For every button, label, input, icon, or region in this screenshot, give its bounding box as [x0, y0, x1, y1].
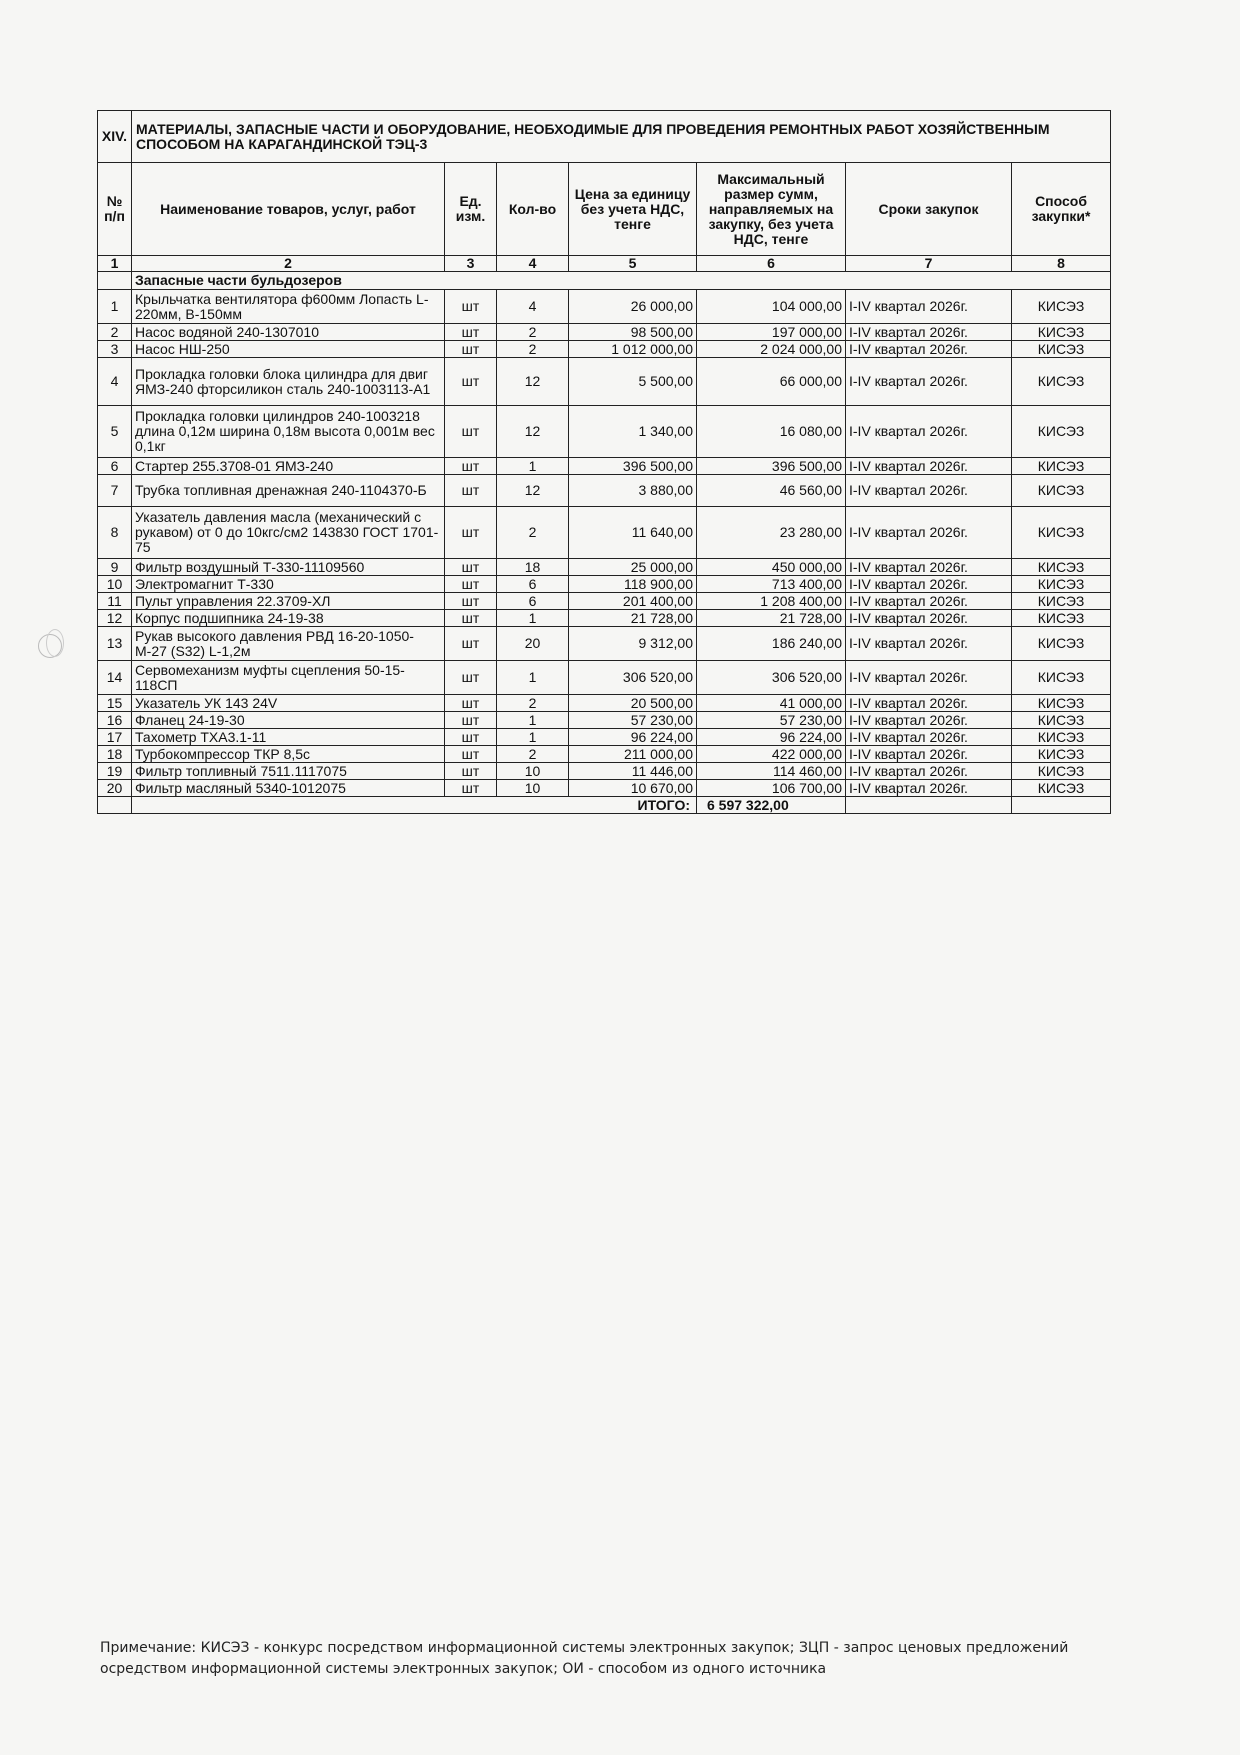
cell-term: I-IV квартал 2026г. [846, 627, 1012, 661]
cell-term: I-IV квартал 2026г. [846, 458, 1012, 475]
cell-term: I-IV квартал 2026г. [846, 358, 1012, 406]
cell-qty: 12 [497, 358, 569, 406]
cell-num: 5 [98, 406, 132, 458]
cell-sum: 96 224,00 [697, 729, 846, 746]
cell-num: 7 [98, 475, 132, 507]
table-row [98, 763, 1111, 780]
cell-method: КИСЭЗ [1012, 729, 1111, 746]
cell-sum: 23 280,00 [697, 507, 846, 559]
total-value: 6 597 322,00 [697, 797, 846, 814]
cell-qty: 1 [497, 610, 569, 627]
cell-sum: 46 560,00 [697, 475, 846, 507]
cell-price: 1 012 000,00 [569, 341, 697, 358]
header-unit: Ед. изм. [445, 163, 497, 256]
header-qty: Кол-во [497, 163, 569, 256]
cell-qty: 12 [497, 475, 569, 507]
cell-term: I-IV квартал 2026г. [846, 729, 1012, 746]
cell-name: Рукав высокого давления РВД 16-20-1050-М-27 (S32) L-1,2м [132, 627, 445, 661]
cell-price: 96 224,00 [569, 729, 697, 746]
cell-sum: 306 520,00 [697, 661, 846, 695]
cell-qty: 2 [497, 507, 569, 559]
cell-sum: 16 080,00 [697, 406, 846, 458]
cell-name: Прокладка головки блока цилиндра для двиг ЯМЗ-240 фторсиликон сталь 240-1003113-А1 [132, 358, 445, 406]
cell-unit: шт [445, 576, 497, 593]
cell-price: 11 446,00 [569, 763, 697, 780]
table-row [98, 729, 1111, 746]
category-spacer [98, 272, 132, 290]
table-row [98, 627, 1111, 661]
column-index: 4 [497, 256, 569, 272]
section-header-row [98, 111, 1111, 163]
cell-sum: 66 000,00 [697, 358, 846, 406]
total-row [98, 797, 1111, 814]
cell-name: Тахометр ТХА3.1-11 [132, 729, 445, 746]
cell-qty: 2 [497, 341, 569, 358]
table-row [98, 475, 1111, 507]
cell-name: Стартер 255.3708-01 ЯМЗ-240 [132, 458, 445, 475]
punch-hole-mark [46, 629, 64, 657]
cell-num: 17 [98, 729, 132, 746]
cell-sum: 114 460,00 [697, 763, 846, 780]
cell-price: 25 000,00 [569, 559, 697, 576]
table-row [98, 406, 1111, 458]
cell-method: КИСЭЗ [1012, 324, 1111, 341]
table-row [98, 458, 1111, 475]
cell-price: 9 312,00 [569, 627, 697, 661]
cell-name: Трубка топливная дренажная 240-1104370-Б [132, 475, 445, 507]
table-row [98, 712, 1111, 729]
cell-unit: шт [445, 712, 497, 729]
cell-qty: 2 [497, 324, 569, 341]
header-num: № п/п [98, 163, 132, 256]
cell-price: 20 500,00 [569, 695, 697, 712]
cell-name: Указатель УК 143 24V [132, 695, 445, 712]
cell-unit: шт [445, 627, 497, 661]
table-row [98, 559, 1111, 576]
cell-unit: шт [445, 358, 497, 406]
cell-method: КИСЭЗ [1012, 290, 1111, 324]
total-spacer [846, 797, 1012, 814]
cell-name: Турбокомпрессор ТКР 8,5с [132, 746, 445, 763]
category-row [98, 272, 1111, 290]
procurement-table [97, 110, 1111, 814]
cell-qty: 1 [497, 458, 569, 475]
cell-term: I-IV квартал 2026г. [846, 559, 1012, 576]
cell-sum: 422 000,00 [697, 746, 846, 763]
cell-sum: 104 000,00 [697, 290, 846, 324]
cell-qty: 12 [497, 406, 569, 458]
cell-name: Насос водяной 240-1307010 [132, 324, 445, 341]
cell-unit: шт [445, 593, 497, 610]
cell-method: КИСЭЗ [1012, 661, 1111, 695]
cell-num: 15 [98, 695, 132, 712]
cell-unit: шт [445, 610, 497, 627]
cell-name: Пульт управления 22.3709-ХЛ [132, 593, 445, 610]
cell-unit: шт [445, 341, 497, 358]
footnote: Примечание: КИСЭЗ - конкурс посредством информационной системы электронных закупок; ЗЦП - запрос ценовых предложений осредством информационной системы электронных закупок; ОИ - способом из одного источника [100, 1640, 1069, 1677]
cell-method: КИСЭЗ [1012, 358, 1111, 406]
cell-qty: 6 [497, 593, 569, 610]
section-number: XIV. [98, 111, 132, 163]
table-row [98, 576, 1111, 593]
cell-qty: 10 [497, 763, 569, 780]
cell-name: Крыльчатка вентилятора ф600мм Лопасть L-220мм, B-150мм [132, 290, 445, 324]
cell-num: 4 [98, 358, 132, 406]
cell-term: I-IV квартал 2026г. [846, 593, 1012, 610]
cell-unit: шт [445, 324, 497, 341]
cell-num: 19 [98, 763, 132, 780]
cell-name: Электромагнит Т-330 [132, 576, 445, 593]
cell-num: 20 [98, 780, 132, 797]
cell-num: 10 [98, 576, 132, 593]
cell-price: 306 520,00 [569, 661, 697, 695]
cell-qty: 10 [497, 780, 569, 797]
cell-method: КИСЭЗ [1012, 610, 1111, 627]
cell-method: КИСЭЗ [1012, 593, 1111, 610]
cell-term: I-IV квартал 2026г. [846, 695, 1012, 712]
header-sum: Максимальный размер сумм, направляемых на закупку, без учета НДС, тенге [697, 163, 846, 256]
cell-method: КИСЭЗ [1012, 406, 1111, 458]
cell-term: I-IV квартал 2026г. [846, 661, 1012, 695]
cell-term: I-IV квартал 2026г. [846, 780, 1012, 797]
cell-num: 9 [98, 559, 132, 576]
cell-unit: шт [445, 661, 497, 695]
table-row [98, 341, 1111, 358]
cell-term: I-IV квартал 2026г. [846, 576, 1012, 593]
table-row [98, 290, 1111, 324]
cell-name: Сервомеханизм муфты сцепления 50-15-118СП [132, 661, 445, 695]
cell-price: 1 340,00 [569, 406, 697, 458]
cell-method: КИСЭЗ [1012, 576, 1111, 593]
cell-sum: 713 400,00 [697, 576, 846, 593]
cell-num: 6 [98, 458, 132, 475]
cell-num: 1 [98, 290, 132, 324]
cell-term: I-IV квартал 2026г. [846, 290, 1012, 324]
cell-unit: шт [445, 507, 497, 559]
table-row [98, 661, 1111, 695]
cell-unit: шт [445, 290, 497, 324]
cell-sum: 396 500,00 [697, 458, 846, 475]
cell-method: КИСЭЗ [1012, 780, 1111, 797]
header-method: Способ закупки* [1012, 163, 1111, 256]
cell-sum: 2 024 000,00 [697, 341, 846, 358]
section-title: МАТЕРИАЛЫ, ЗАПАСНЫЕ ЧАСТИ И ОБОРУДОВАНИЕ, НЕОБХОДИМЫЕ ДЛЯ ПРОВЕДЕНИЯ РЕМОНТНЫХ РАБОТ ХОЗЯЙСТВЕННЫМ СПОСОБОМ НА КАРАГАНДИНСКОЙ ТЭЦ-3 [132, 111, 1111, 163]
cell-method: КИСЭЗ [1012, 458, 1111, 475]
cell-price: 11 640,00 [569, 507, 697, 559]
table-row [98, 780, 1111, 797]
cell-name: Фланец 24-19-30 [132, 712, 445, 729]
cell-sum: 57 230,00 [697, 712, 846, 729]
cell-unit: шт [445, 729, 497, 746]
column-index: 5 [569, 256, 697, 272]
cell-unit: шт [445, 559, 497, 576]
cell-qty: 4 [497, 290, 569, 324]
cell-price: 201 400,00 [569, 593, 697, 610]
cell-method: КИСЭЗ [1012, 507, 1111, 559]
column-header-row [98, 163, 1111, 256]
column-index: 7 [846, 256, 1012, 272]
cell-name: Насос НШ-250 [132, 341, 445, 358]
cell-sum: 186 240,00 [697, 627, 846, 661]
cell-term: I-IV квартал 2026г. [846, 324, 1012, 341]
cell-method: КИСЭЗ [1012, 627, 1111, 661]
cell-price: 5 500,00 [569, 358, 697, 406]
cell-price: 21 728,00 [569, 610, 697, 627]
cell-unit: шт [445, 746, 497, 763]
cell-price: 10 670,00 [569, 780, 697, 797]
total-spacer [1012, 797, 1111, 814]
table-row [98, 507, 1111, 559]
cell-num: 16 [98, 712, 132, 729]
cell-num: 14 [98, 661, 132, 695]
table-row [98, 324, 1111, 341]
cell-term: I-IV квартал 2026г. [846, 341, 1012, 358]
table-row [98, 358, 1111, 406]
cell-price: 57 230,00 [569, 712, 697, 729]
cell-term: I-IV квартал 2026г. [846, 475, 1012, 507]
cell-qty: 20 [497, 627, 569, 661]
cell-price: 211 000,00 [569, 746, 697, 763]
cell-sum: 21 728,00 [697, 610, 846, 627]
cell-name: Прокладка головки цилиндров 240-1003218 длина 0,12м ширина 0,18м высота 0,001м вес 0,1кг [132, 406, 445, 458]
cell-unit: шт [445, 458, 497, 475]
cell-qty: 1 [497, 661, 569, 695]
cell-num: 8 [98, 507, 132, 559]
cell-price: 396 500,00 [569, 458, 697, 475]
cell-term: I-IV квартал 2026г. [846, 712, 1012, 729]
cell-num: 13 [98, 627, 132, 661]
cell-term: I-IV квартал 2026г. [846, 763, 1012, 780]
cell-term: I-IV квартал 2026г. [846, 406, 1012, 458]
total-label: ИТОГО: [132, 797, 697, 814]
cell-num: 2 [98, 324, 132, 341]
header-term: Сроки закупок [846, 163, 1012, 256]
cell-num: 12 [98, 610, 132, 627]
cell-sum: 197 000,00 [697, 324, 846, 341]
cell-qty: 1 [497, 729, 569, 746]
cell-qty: 2 [497, 746, 569, 763]
cell-method: КИСЭЗ [1012, 712, 1111, 729]
header-price: Цена за единицу без учета НДС, тенге [569, 163, 697, 256]
cell-term: I-IV квартал 2026г. [846, 610, 1012, 627]
cell-unit: шт [445, 695, 497, 712]
column-index: 6 [697, 256, 846, 272]
cell-unit: шт [445, 475, 497, 507]
table-row [98, 593, 1111, 610]
column-index: 1 [98, 256, 132, 272]
cell-method: КИСЭЗ [1012, 763, 1111, 780]
table-body [98, 290, 1111, 797]
cell-term: I-IV квартал 2026г. [846, 507, 1012, 559]
cell-method: КИСЭЗ [1012, 746, 1111, 763]
cell-sum: 41 000,00 [697, 695, 846, 712]
header-name: Наименование товаров, услуг, работ [132, 163, 445, 256]
column-index-row [98, 256, 1111, 272]
table-row [98, 610, 1111, 627]
cell-name: Фильтр масляный 5340-1012075 [132, 780, 445, 797]
cell-num: 11 [98, 593, 132, 610]
cell-price: 98 500,00 [569, 324, 697, 341]
cell-unit: шт [445, 763, 497, 780]
cell-name: Фильтр воздушный Т-330-11109560 [132, 559, 445, 576]
cell-term: I-IV квартал 2026г. [846, 746, 1012, 763]
column-index: 2 [132, 256, 445, 272]
cell-name: Указатель давления масла (механический с рукавом) от 0 до 10кгс/см2 143830 ГОСТ 1701-75 [132, 507, 445, 559]
cell-name: Корпус подшипника 24-19-38 [132, 610, 445, 627]
column-index: 8 [1012, 256, 1111, 272]
cell-sum: 450 000,00 [697, 559, 846, 576]
cell-num: 18 [98, 746, 132, 763]
cell-unit: шт [445, 780, 497, 797]
cell-sum: 1 208 400,00 [697, 593, 846, 610]
cell-qty: 1 [497, 712, 569, 729]
cell-qty: 18 [497, 559, 569, 576]
category-label: Запасные части бульдозеров [132, 272, 1111, 290]
total-spacer [98, 797, 132, 814]
cell-price: 118 900,00 [569, 576, 697, 593]
cell-qty: 6 [497, 576, 569, 593]
cell-qty: 2 [497, 695, 569, 712]
cell-sum: 106 700,00 [697, 780, 846, 797]
cell-method: КИСЭЗ [1012, 559, 1111, 576]
cell-method: КИСЭЗ [1012, 475, 1111, 507]
cell-method: КИСЭЗ [1012, 341, 1111, 358]
cell-price: 3 880,00 [569, 475, 697, 507]
cell-unit: шт [445, 406, 497, 458]
table-row [98, 695, 1111, 712]
column-index: 3 [445, 256, 497, 272]
cell-num: 3 [98, 341, 132, 358]
table-row [98, 746, 1111, 763]
cell-price: 26 000,00 [569, 290, 697, 324]
cell-name: Фильтр топливный 7511.1117075 [132, 763, 445, 780]
cell-method: КИСЭЗ [1012, 695, 1111, 712]
